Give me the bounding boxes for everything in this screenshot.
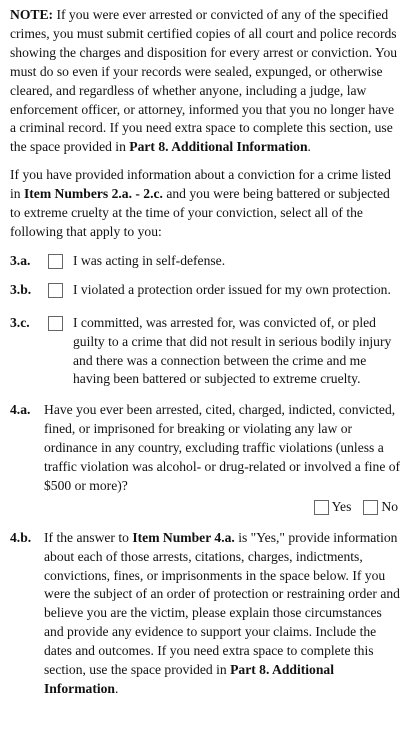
item-4a [10, 401, 402, 516]
item-3a-text: I was acting in self-defense. [73, 252, 226, 268]
intro-text-1: If you have provided information about a conviction for a crime listed in [10, 167, 391, 202]
item-3c [10, 314, 402, 390]
no-checkbox[interactable] [363, 500, 378, 515]
no-label: No [381, 498, 398, 514]
item-4b-text [44, 529, 402, 699]
item-4b-text-2: is "Yes," provide information about each of those arrests, citations, charges, indictments, convictions, fines, or imprisonments in the space below. If you were the subject of an order of protection or restraining order and believe you are the victim, please explain those circumstances and provide any evidence to support your claims. Include the dates and outcomes. If you need extra space to complete this section, use the space provided in [44, 529, 400, 678]
intro-paragraph [10, 166, 402, 242]
item-4b-number: 4.b. [10, 529, 32, 545]
self-defense-checkbox[interactable] [48, 254, 63, 269]
item-4b [10, 529, 402, 699]
note-end: . [307, 139, 311, 155]
item-3b-number: 3.b. [10, 281, 32, 297]
yes-option[interactable] [314, 498, 352, 517]
item-4a-number: 4.a. [10, 402, 31, 418]
intro-item-reference: Item Numbers 2.a. - 2.c. [23, 186, 163, 202]
note-paragraph [10, 6, 402, 157]
yes-label: Yes [331, 498, 352, 514]
item-4a-question: Have you ever been arrested, cited, charged, indicted, convicted, fined, or imprisoned for breaking or violating any law or ordinance in any country, excluding traffic violations (unless a traffic violation was alcohol- or drug-related or involved a fine of $500 or more)? [44, 402, 401, 493]
item-4b-end: . [115, 681, 119, 696]
item-3a [10, 252, 402, 271]
crime-connection-checkbox[interactable] [48, 316, 63, 331]
no-option[interactable] [363, 498, 398, 517]
item-3a-number: 3.a. [10, 252, 31, 268]
item-3c-text: I committed, was arrested for, was convicted of, or pled guilty to a crime that did not result in serious bodily injury and there was a connection between the crime and me having been battered or subjected to extreme cruelty. [73, 314, 392, 387]
yes-no-group [44, 498, 402, 517]
item-3c-number: 3.c. [10, 314, 30, 330]
note-text: If you were ever arrested or convicted of any of the specified crimes, you must submit certified copies of all court and police records showing the charges and disposition for every arrest or conviction. You must do so even if your records were sealed, expunged, or otherwise cleared, and regardless of whether anyone, including a judge, law enforcement officer, or attorney, informed you that you no longer have a criminal record. If you need extra space to complete this section, use the space provided in [10, 7, 398, 155]
item-3b-text: I violated a protection order issued for my own protection. [73, 281, 391, 297]
item-4b-part8-reference: Part 8. Additional Information [44, 662, 334, 696]
protection-order-checkbox[interactable] [48, 283, 63, 298]
item-4b-text-1: If the answer to [44, 529, 129, 545]
note-label: NOTE: [10, 7, 54, 22]
note-part8-reference: Part 8. Additional Information [129, 139, 308, 155]
intro-text-2: and you were being battered or subjected to extreme cruelty at the time of your conviction, select all of the following that apply to you: [10, 186, 390, 239]
form-section [10, 6, 402, 709]
item-4b-reference: Item Number 4.a. [132, 529, 235, 545]
yes-checkbox[interactable] [314, 500, 329, 515]
item-3b [10, 281, 402, 300]
